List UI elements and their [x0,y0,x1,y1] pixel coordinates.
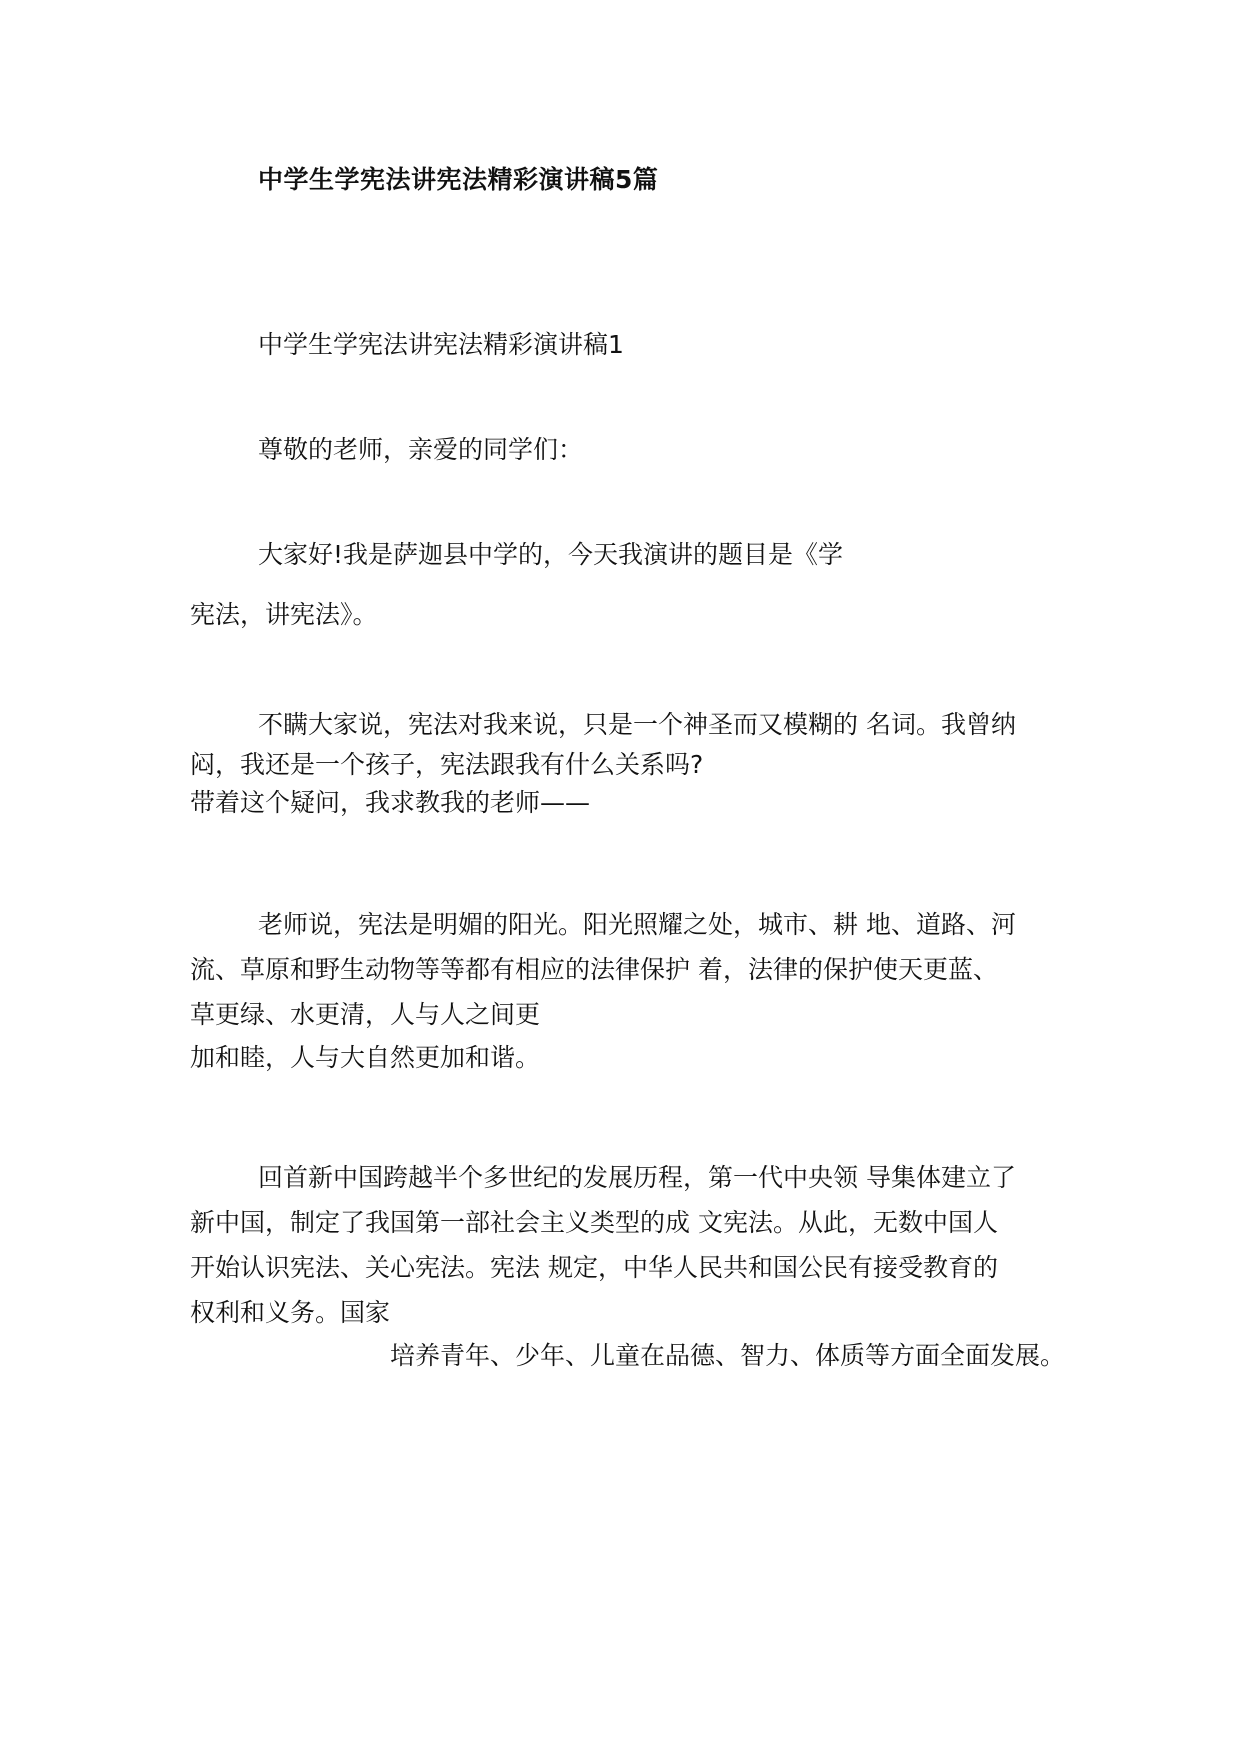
paragraph-3-line-1: 老师说，宪法是明媚的阳光。阳光照耀之处，城市、耕 地、道路、河 [258,910,1016,939]
paragraph-1-line-2: 宪法，讲宪法》。 [190,600,378,629]
paragraph-2-line-2: 闷，我还是一个孩子，宪法跟我有什么关系吗? [190,750,704,779]
paragraph-3-line-3: 草更绿、水更清，人与人之间更 [190,1000,541,1029]
salutation: 尊敬的老师，亲爱的同学们： [258,435,584,464]
section-heading: 中学生学宪法讲宪法精彩演讲稿1 [258,330,624,359]
paragraph-2-line-1: 不瞒大家说，宪法对我来说，只是一个神圣而又模糊的 名词。我曾纳 [258,710,1016,739]
paragraph-2-line-3: 带着这个疑问，我求教我的老师—— [190,788,591,817]
document-title: 中学生学宪法讲宪法精彩演讲稿5篇 [258,165,659,194]
paragraph-3-line-2: 流、草原和野生动物等等都有相应的法律保护 着，法律的保护使天更蓝、 [190,955,998,984]
paragraph-4-line-2: 新中国，制定了我国第一部社会主义类型的成 文宪法。从此，无数中国人 [190,1208,998,1237]
paragraph-4-line-4: 权利和义务。国家 [190,1298,391,1327]
paragraph-4-line-1: 回首新中国跨越半个多世纪的发展历程，第一代中央领 导集体建立了 [258,1163,1016,1192]
paragraph-4-line-5: 培养青年、少年、儿童在品德、智力、体质等方面全面发展。 [390,1341,1066,1370]
paragraph-1-line-1: 大家好!我是萨迦县中学的，今天我演讲的题目是《学 [258,540,844,569]
paragraph-4-line-3: 开始认识宪法、关心宪法。宪法 规定，中华人民共和国公民有接受教育的 [190,1253,998,1282]
paragraph-3-line-4: 加和睦，人与大自然更加和谐。 [190,1043,541,1072]
